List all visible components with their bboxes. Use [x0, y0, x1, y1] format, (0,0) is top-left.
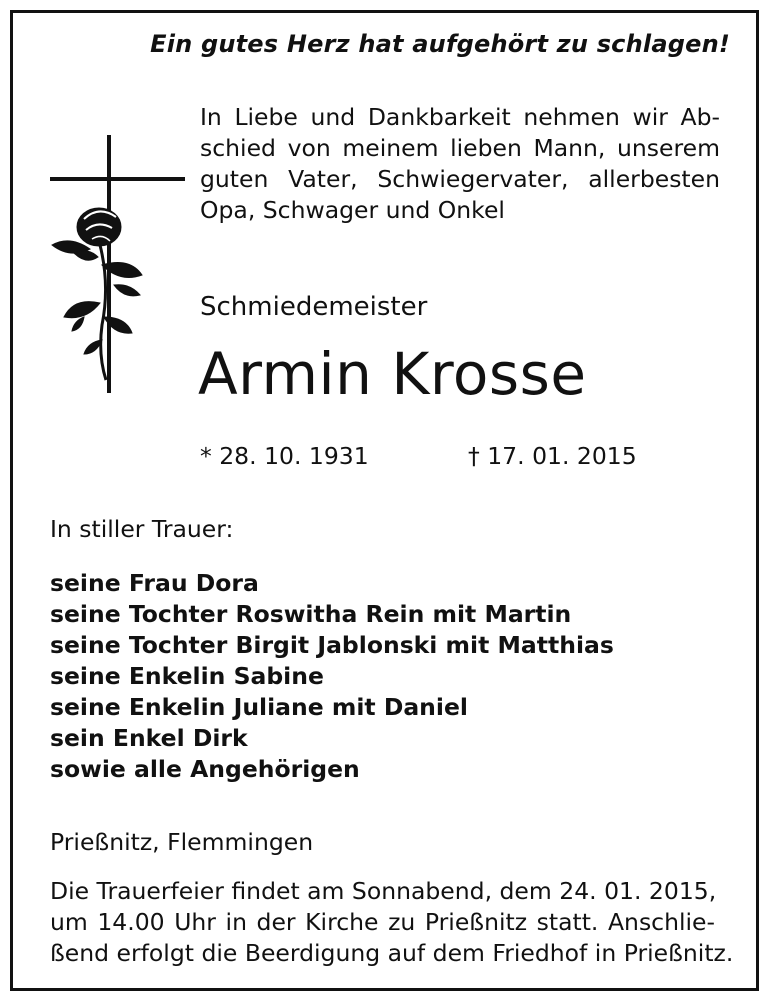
deceased-name: Armin Krosse: [198, 340, 587, 408]
mourner-line: seine Enkelin Sabine: [50, 662, 324, 690]
intro-line: Opa, Schwager und Onkel: [200, 196, 505, 224]
funeral-line: um 14.00 Uhr in der Kirche zu Prießnitz statt. Anschlie-: [50, 908, 715, 936]
death-date: † 17. 01. 2015: [468, 442, 637, 470]
mourner-line: seine Tochter Birgit Jablonski mit Matthias: [50, 631, 614, 659]
place-line: Prießnitz, Flemmingen: [50, 828, 314, 856]
mourner-line: seine Enkelin Juliane mit Daniel: [50, 693, 468, 721]
deceased-title: Schmiedemeister: [200, 292, 428, 322]
funeral-line: Die Trauerfeier findet am Sonnabend, dem 24. 01. 2015,: [50, 877, 717, 905]
intro-line: guten Vater, Schwiegervater, allerbesten: [200, 165, 720, 193]
mourner-line: seine Frau Dora: [50, 569, 259, 597]
life-dates: [200, 442, 637, 470]
cross-with-rose-illustration: [44, 135, 194, 395]
rose-icon: [52, 208, 142, 380]
headline: Ein gutes Herz hat aufgehört zu schlagen!: [150, 30, 730, 58]
mourners-list: [50, 568, 614, 785]
mourner-line: sein Enkel Dirk: [50, 724, 248, 752]
intro-line: schied von meinem lieben Mann, unserem: [200, 134, 720, 162]
mourner-line: seine Tochter Roswitha Rein mit Martin: [50, 600, 572, 628]
funeral-line: ßend erfolgt die Beerdigung auf dem Friedhof in Prießnitz.: [50, 939, 734, 967]
mourning-label: In stiller Trauer:: [50, 515, 234, 543]
mourner-line: sowie alle Angehörigen: [50, 755, 360, 783]
intro-line: In Liebe und Dankbarkeit nehmen wir Ab-: [200, 103, 720, 131]
funeral-info: [50, 876, 734, 969]
birth-date: * 28. 10. 1931: [200, 442, 369, 470]
intro-text: [200, 102, 720, 226]
